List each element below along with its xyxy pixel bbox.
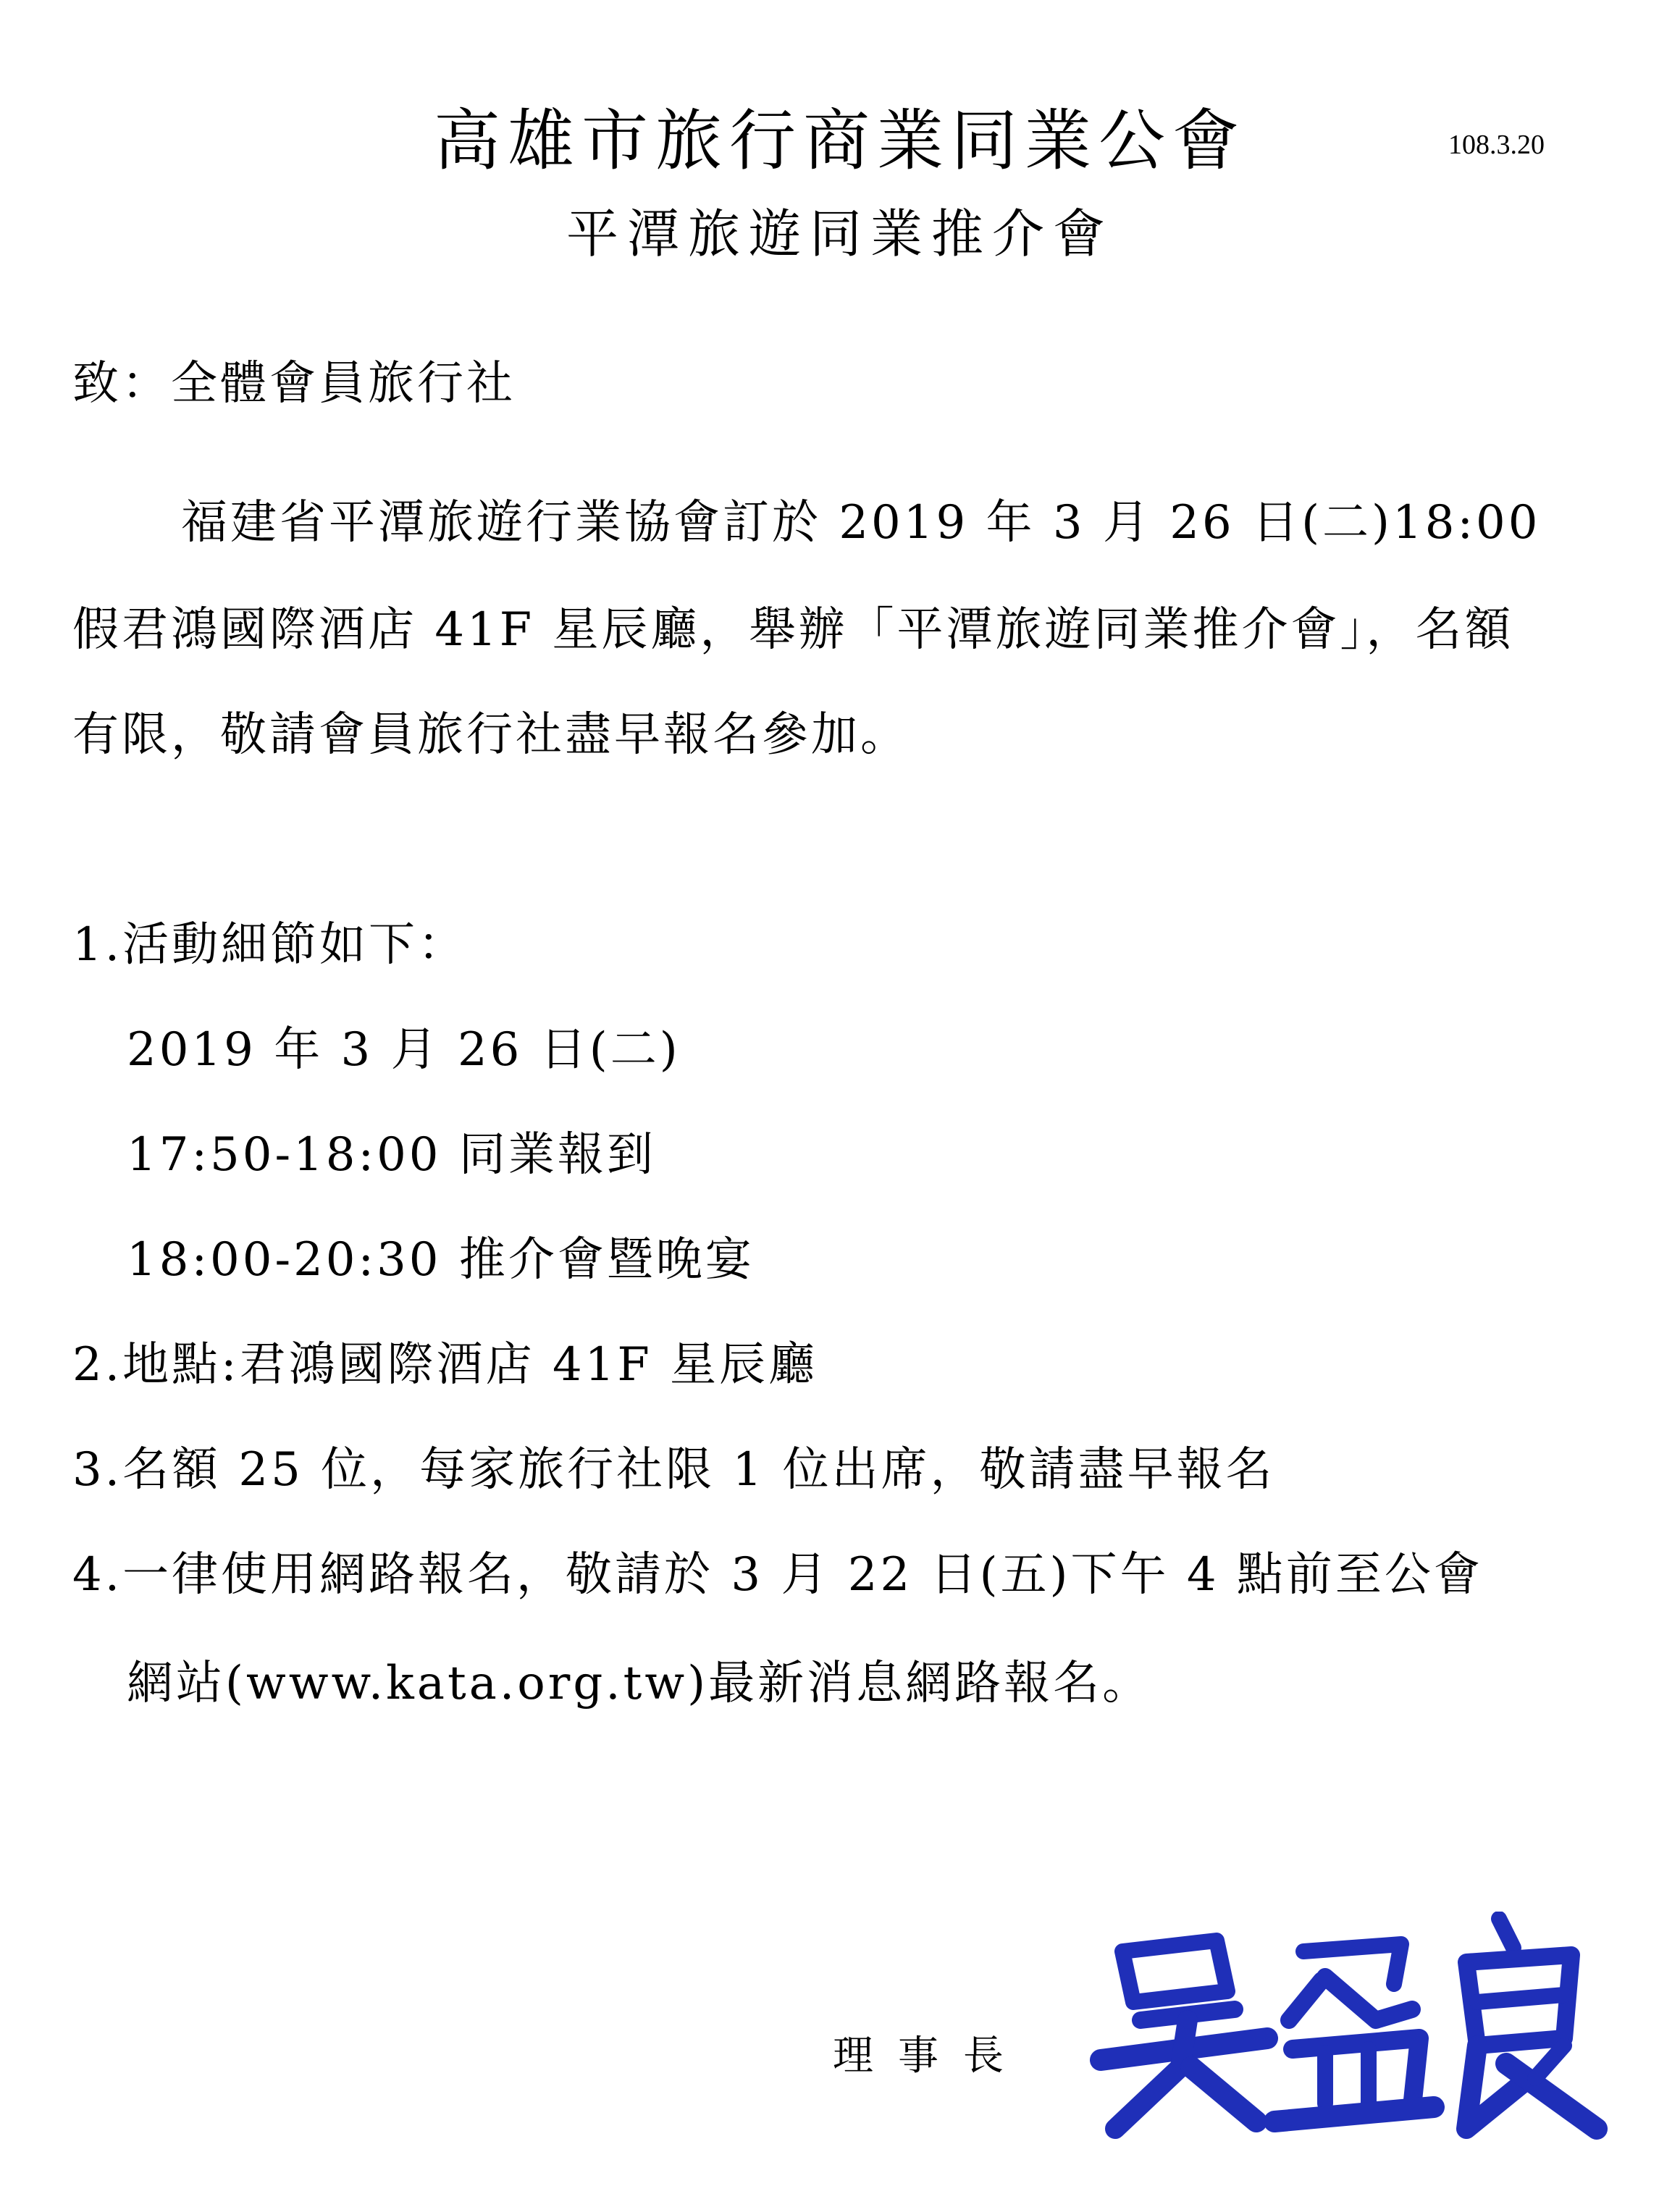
schedule-date: 2019 年 3 月 26 日(二) bbox=[127, 1023, 681, 1077]
paragraph-line-2: 假君鴻國際酒店 41F 星辰廳，舉辦「平潭旅遊同業推介會」，名額 bbox=[72, 603, 1514, 657]
document-title: 高雄市旅行商業同業公會 bbox=[433, 102, 1246, 180]
list-item-2: 2.地點:君鴻國際酒店 41F 星辰廳 bbox=[72, 1338, 818, 1392]
list-item-4: 4.一律使用網路報名，敬請於 3 月 22 日(五)下午 4 點前至公會 bbox=[72, 1548, 1483, 1602]
document-subtitle: 平潭旅遊同業推介會 bbox=[566, 203, 1114, 264]
signer-title: 理事長 bbox=[833, 2032, 1028, 2080]
addressee-line: 致：全體會員旅行社 bbox=[72, 357, 516, 411]
schedule-checkin: 17:50-18:00 同業報到 bbox=[127, 1128, 656, 1182]
list-item-3: 3.名額 25 位，每家旅行社限 1 位出席，敬請盡早報名 bbox=[72, 1443, 1275, 1497]
document-date: 108.3.20 bbox=[1448, 130, 1545, 160]
paragraph-line-1: 福建省平潭旅遊行業協會訂於 2019 年 3 月 26 日(二)18:00 bbox=[181, 496, 1541, 550]
paragraph-line-3: 有限，敬請會員旅行社盡早報名參加。 bbox=[72, 708, 910, 762]
schedule-dinner: 18:00-20:30 推介會暨晚宴 bbox=[127, 1233, 755, 1287]
list-item-4-continued: 網站(www.kata.org.tw)最新消息網路報名。 bbox=[127, 1657, 1152, 1710]
list-item-1: 1.活動細節如下： bbox=[72, 918, 468, 972]
handwritten-signature bbox=[1072, 1912, 1608, 2143]
